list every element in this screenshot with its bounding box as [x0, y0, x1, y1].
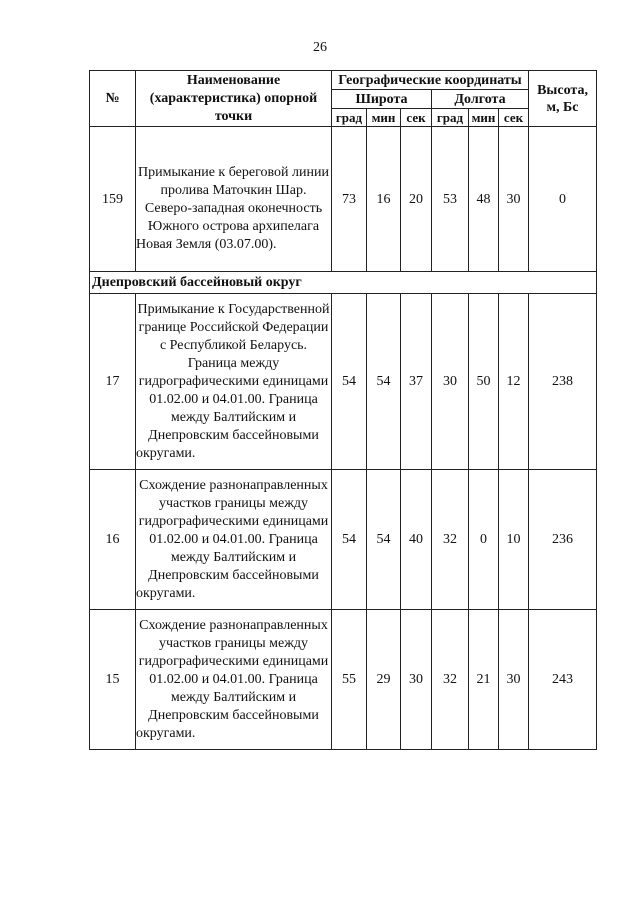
lon-deg: 30: [432, 294, 469, 470]
lat-deg: 73: [332, 127, 367, 272]
point-number: 17: [90, 294, 136, 470]
height-value: 243: [529, 610, 597, 750]
header-num: №: [90, 71, 136, 127]
lat-min: 29: [367, 610, 401, 750]
point-description: Схождение разнонаправленных участков границы между гидрографическими единицами 01.02.00 и 04.01.00. Граница между Балтийским и Днепровским бассейновыми округами.: [136, 610, 332, 750]
lat-sec: 30: [401, 610, 432, 750]
table-row: [90, 127, 597, 272]
lat-sec: 37: [401, 294, 432, 470]
lon-min: 0: [469, 470, 499, 610]
point-description: Схождение разнонаправленных участков границы между гидрографическими единицами 01.02.00 и 04.01.00. Граница между Балтийским и Днепровским бассейновыми округами.: [136, 470, 332, 610]
lat-sec: 40: [401, 470, 432, 610]
header-lon-min: мин: [469, 109, 499, 127]
lon-sec: 12: [499, 294, 529, 470]
lon-sec: 30: [499, 610, 529, 750]
header-lon-sec: сек: [499, 109, 529, 127]
height-value: 236: [529, 470, 597, 610]
header-lat-min: мин: [367, 109, 401, 127]
lon-min: 48: [469, 127, 499, 272]
lon-deg: 32: [432, 610, 469, 750]
lon-min: 21: [469, 610, 499, 750]
lat-sec: 20: [401, 127, 432, 272]
reference-points-table: [89, 70, 597, 750]
point-description: Примыкание к Государственной границе Российской Федерации с Республикой Беларусь. Граница между гидрографическими единицами 01.02.00 и 04.01.00. Граница между Балтийским и Днепровским бассейновыми округами.: [136, 294, 332, 470]
header-longitude: Долгота: [432, 90, 529, 109]
point-description: Примыкание к береговой линии пролива Маточкин Шар. Северо-западная оконечность Южного острова архипелага Новая Земля (03.07.00).: [136, 127, 332, 272]
lon-min: 50: [469, 294, 499, 470]
header-lat-sec: сек: [401, 109, 432, 127]
basin-section-row: [90, 272, 597, 294]
header-latitude: Широта: [332, 90, 432, 109]
lat-deg: 55: [332, 610, 367, 750]
table-row: [90, 470, 597, 610]
lon-deg: 32: [432, 470, 469, 610]
header-geo-coordinates: Географические координаты: [332, 71, 529, 90]
lat-min: 16: [367, 127, 401, 272]
table-header: [90, 71, 597, 127]
lon-sec: 10: [499, 470, 529, 610]
point-number: 159: [90, 127, 136, 272]
header-name: Наименование (характеристика) опорной точки: [136, 71, 332, 127]
lat-min: 54: [367, 294, 401, 470]
header-height: Высота, м, Бс: [529, 71, 597, 127]
point-number: 16: [90, 470, 136, 610]
lat-deg: 54: [332, 294, 367, 470]
lon-deg: 53: [432, 127, 469, 272]
page-number: 26: [313, 40, 327, 55]
height-value: 0: [529, 127, 597, 272]
table-row: [90, 294, 597, 470]
lon-sec: 30: [499, 127, 529, 272]
table-row: [90, 610, 597, 750]
lat-min: 54: [367, 470, 401, 610]
header-lon-deg: град: [432, 109, 469, 127]
height-value: 238: [529, 294, 597, 470]
lat-deg: 54: [332, 470, 367, 610]
header-lat-deg: град: [332, 109, 367, 127]
point-number: 15: [90, 610, 136, 750]
basin-title: Днепровский бассейновый округ: [90, 272, 597, 294]
